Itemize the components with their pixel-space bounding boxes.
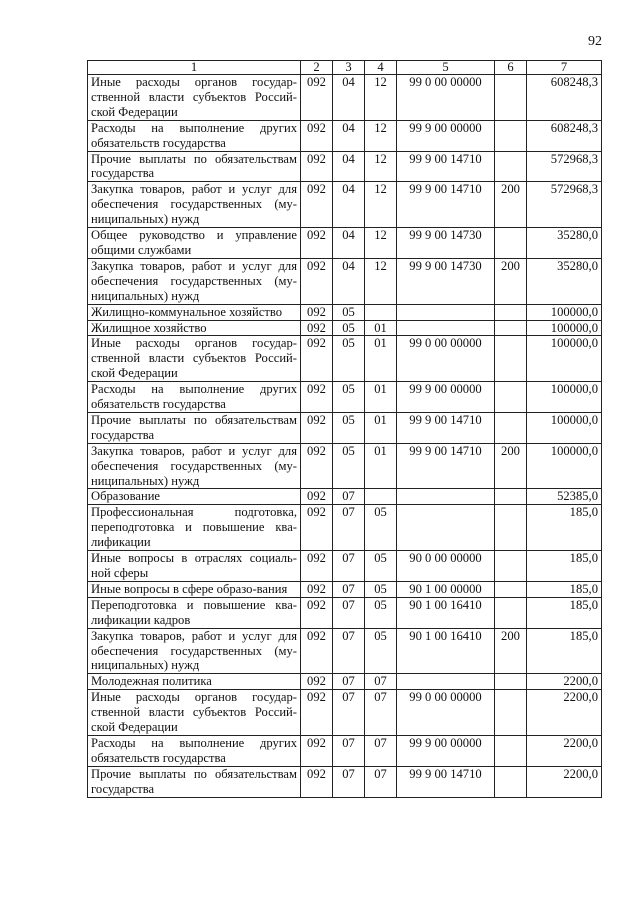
target-article-code-cell (397, 505, 495, 551)
ministry-code-cell: 092 (301, 766, 333, 797)
ministry-code-cell: 092 (301, 551, 333, 582)
ministry-code-cell: 092 (301, 443, 333, 489)
expense-type-code-cell (495, 382, 527, 413)
item-name-cell: Иные расходы органов государ-ственной власти субъектов Россий-ской Федерации (88, 75, 301, 121)
amount-cell: 100000,0 (527, 412, 602, 443)
expense-type-code-cell (495, 581, 527, 597)
table-row (88, 120, 602, 151)
amount-cell: 185,0 (527, 597, 602, 628)
column-header: 5 (397, 61, 495, 75)
subsection-code-cell: 05 (365, 597, 397, 628)
target-article-code-cell (397, 674, 495, 690)
subsection-code-cell: 07 (365, 690, 397, 736)
expense-type-code-cell: 200 (495, 258, 527, 304)
table-row (88, 75, 602, 121)
expense-type-code-cell (495, 228, 527, 259)
table-row (88, 581, 602, 597)
target-article-code-cell: 99 9 00 00000 (397, 382, 495, 413)
column-header: 2 (301, 61, 333, 75)
table-row (88, 674, 602, 690)
ministry-code-cell: 092 (301, 75, 333, 121)
amount-cell: 100000,0 (527, 320, 602, 336)
subsection-code-cell (365, 489, 397, 505)
section-code-cell: 04 (333, 228, 365, 259)
target-article-code-cell: 99 9 00 14730 (397, 228, 495, 259)
item-name-cell: Расходы на выполнение других обязательств государства (88, 382, 301, 413)
target-article-code-cell: 99 0 00 00000 (397, 336, 495, 382)
ministry-code-cell: 092 (301, 228, 333, 259)
section-code-cell: 05 (333, 320, 365, 336)
item-name-cell: Иные вопросы в сфере образо-вания (88, 581, 301, 597)
expense-type-code-cell (495, 120, 527, 151)
ministry-code-cell: 092 (301, 597, 333, 628)
subsection-code-cell: 12 (365, 75, 397, 121)
amount-cell: 2200,0 (527, 690, 602, 736)
amount-cell: 2200,0 (527, 674, 602, 690)
amount-cell: 52385,0 (527, 489, 602, 505)
ministry-code-cell: 092 (301, 489, 333, 505)
section-code-cell: 07 (333, 628, 365, 674)
subsection-code-cell: 01 (365, 412, 397, 443)
subsection-code-cell: 05 (365, 551, 397, 582)
amount-cell: 2200,0 (527, 735, 602, 766)
table-row (88, 258, 602, 304)
ministry-code-cell: 092 (301, 151, 333, 182)
amount-cell: 100000,0 (527, 443, 602, 489)
item-name-cell: Иные вопросы в отраслях социаль-ной сферы (88, 551, 301, 582)
table-row (88, 690, 602, 736)
column-header: 4 (365, 61, 397, 75)
table-row (88, 336, 602, 382)
subsection-code-cell: 12 (365, 182, 397, 228)
amount-cell: 608248,3 (527, 120, 602, 151)
expense-type-code-cell (495, 597, 527, 628)
table-row (88, 443, 602, 489)
expense-type-code-cell (495, 75, 527, 121)
section-code-cell: 05 (333, 304, 365, 320)
table-row (88, 766, 602, 797)
expense-type-code-cell (495, 412, 527, 443)
subsection-code-cell: 01 (365, 443, 397, 489)
table-row (88, 320, 602, 336)
subsection-code-cell: 12 (365, 228, 397, 259)
table-row (88, 489, 602, 505)
column-header: 3 (333, 61, 365, 75)
section-code-cell: 07 (333, 581, 365, 597)
amount-cell: 185,0 (527, 581, 602, 597)
section-code-cell: 04 (333, 258, 365, 304)
table-row (88, 551, 602, 582)
subsection-code-cell: 07 (365, 766, 397, 797)
target-article-code-cell: 90 1 00 00000 (397, 581, 495, 597)
item-name-cell: Закупка товаров, работ и услуг для обеспечения государственных (му-ниципальных) нужд (88, 258, 301, 304)
target-article-code-cell (397, 489, 495, 505)
subsection-code-cell: 12 (365, 258, 397, 304)
table-row (88, 151, 602, 182)
table-row (88, 628, 602, 674)
ministry-code-cell: 092 (301, 182, 333, 228)
section-code-cell: 05 (333, 412, 365, 443)
section-code-cell: 05 (333, 443, 365, 489)
item-name-cell: Прочие выплаты по обязательствам государства (88, 766, 301, 797)
ministry-code-cell: 092 (301, 412, 333, 443)
target-article-code-cell (397, 320, 495, 336)
expense-type-code-cell (495, 674, 527, 690)
item-name-cell: Прочие выплаты по обязательствам государства (88, 412, 301, 443)
subsection-code-cell: 05 (365, 505, 397, 551)
expense-type-code-cell (495, 735, 527, 766)
amount-cell: 2200,0 (527, 766, 602, 797)
expense-type-code-cell (495, 151, 527, 182)
table-row (88, 304, 602, 320)
target-article-code-cell: 99 9 00 14710 (397, 766, 495, 797)
expense-type-code-cell: 200 (495, 182, 527, 228)
ministry-code-cell: 092 (301, 505, 333, 551)
amount-cell: 100000,0 (527, 304, 602, 320)
section-code-cell: 07 (333, 690, 365, 736)
item-name-cell: Закупка товаров, работ и услуг для обеспечения государственных (му-ниципальных) нужд (88, 182, 301, 228)
item-name-cell: Образование (88, 489, 301, 505)
column-header: 6 (495, 61, 527, 75)
expense-type-code-cell (495, 320, 527, 336)
section-code-cell: 07 (333, 489, 365, 505)
subsection-code-cell: 01 (365, 320, 397, 336)
item-name-cell: Жилищное хозяйство (88, 320, 301, 336)
section-code-cell: 07 (333, 597, 365, 628)
target-article-code-cell: 90 1 00 16410 (397, 628, 495, 674)
ministry-code-cell: 092 (301, 735, 333, 766)
item-name-cell: Иные расходы органов государ-ственной власти субъектов Россий-ской Федерации (88, 690, 301, 736)
subsection-code-cell: 07 (365, 674, 397, 690)
section-code-cell: 07 (333, 735, 365, 766)
ministry-code-cell: 092 (301, 690, 333, 736)
amount-cell: 100000,0 (527, 382, 602, 413)
item-name-cell: Расходы на выполнение других обязательств государства (88, 735, 301, 766)
ministry-code-cell: 092 (301, 674, 333, 690)
section-code-cell: 05 (333, 382, 365, 413)
item-name-cell: Иные расходы органов государ-ственной власти субъектов Россий-ской Федерации (88, 336, 301, 382)
header-row (88, 61, 602, 75)
table-row (88, 735, 602, 766)
expense-type-code-cell (495, 304, 527, 320)
subsection-code-cell: 12 (365, 120, 397, 151)
column-header: 1 (88, 61, 301, 75)
amount-cell: 608248,3 (527, 75, 602, 121)
table-row (88, 505, 602, 551)
target-article-code-cell: 99 9 00 14710 (397, 151, 495, 182)
ministry-code-cell: 092 (301, 382, 333, 413)
expense-type-code-cell (495, 551, 527, 582)
expense-type-code-cell (495, 505, 527, 551)
budget-table (87, 60, 602, 798)
amount-cell: 185,0 (527, 628, 602, 674)
target-article-code-cell: 99 9 00 14730 (397, 258, 495, 304)
section-code-cell: 04 (333, 75, 365, 121)
ministry-code-cell: 092 (301, 120, 333, 151)
section-code-cell: 04 (333, 151, 365, 182)
ministry-code-cell: 092 (301, 581, 333, 597)
ministry-code-cell: 092 (301, 628, 333, 674)
item-name-cell: Прочие выплаты по обязательствам государства (88, 151, 301, 182)
ministry-code-cell: 092 (301, 258, 333, 304)
item-name-cell: Закупка товаров, работ и услуг для обеспечения государственных (му-ниципальных) нужд (88, 443, 301, 489)
target-article-code-cell: 99 9 00 00000 (397, 120, 495, 151)
expense-type-code-cell (495, 690, 527, 736)
target-article-code-cell: 99 0 00 00000 (397, 690, 495, 736)
amount-cell: 572968,3 (527, 182, 602, 228)
expense-type-code-cell (495, 766, 527, 797)
subsection-code-cell: 01 (365, 382, 397, 413)
subsection-code-cell: 05 (365, 581, 397, 597)
target-article-code-cell: 99 0 00 00000 (397, 75, 495, 121)
subsection-code-cell: 05 (365, 628, 397, 674)
expense-type-code-cell: 200 (495, 628, 527, 674)
item-name-cell: Молодежная политика (88, 674, 301, 690)
item-name-cell: Жилищно-коммунальное хозяйство (88, 304, 301, 320)
target-article-code-cell: 99 9 00 14710 (397, 412, 495, 443)
expense-type-code-cell: 200 (495, 443, 527, 489)
table-row (88, 228, 602, 259)
subsection-code-cell: 01 (365, 336, 397, 382)
subsection-code-cell: 07 (365, 735, 397, 766)
amount-cell: 572968,3 (527, 151, 602, 182)
target-article-code-cell: 99 9 00 14710 (397, 182, 495, 228)
target-article-code-cell: 99 9 00 00000 (397, 735, 495, 766)
target-article-code-cell: 99 9 00 14710 (397, 443, 495, 489)
amount-cell: 35280,0 (527, 258, 602, 304)
section-code-cell: 07 (333, 674, 365, 690)
target-article-code-cell: 90 0 00 00000 (397, 551, 495, 582)
section-code-cell: 04 (333, 120, 365, 151)
subsection-code-cell: 12 (365, 151, 397, 182)
expense-type-code-cell (495, 489, 527, 505)
amount-cell: 185,0 (527, 551, 602, 582)
page-number: 92 (588, 34, 602, 49)
target-article-code-cell (397, 304, 495, 320)
section-code-cell: 07 (333, 505, 365, 551)
section-code-cell: 07 (333, 551, 365, 582)
amount-cell: 100000,0 (527, 336, 602, 382)
target-article-code-cell: 90 1 00 16410 (397, 597, 495, 628)
ministry-code-cell: 092 (301, 304, 333, 320)
column-header: 7 (527, 61, 602, 75)
item-name-cell: Общее руководство и управление общими службами (88, 228, 301, 259)
table-row (88, 382, 602, 413)
table-row (88, 182, 602, 228)
item-name-cell: Переподготовка и повышение ква-лификации кадров (88, 597, 301, 628)
table-row (88, 597, 602, 628)
ministry-code-cell: 092 (301, 320, 333, 336)
expense-type-code-cell (495, 336, 527, 382)
amount-cell: 35280,0 (527, 228, 602, 259)
subsection-code-cell (365, 304, 397, 320)
item-name-cell: Закупка товаров, работ и услуг для обеспечения государственных (му-ниципальных) нужд (88, 628, 301, 674)
ministry-code-cell: 092 (301, 336, 333, 382)
section-code-cell: 07 (333, 766, 365, 797)
section-code-cell: 04 (333, 182, 365, 228)
table-row (88, 412, 602, 443)
item-name-cell: Расходы на выполнение других обязательств государства (88, 120, 301, 151)
item-name-cell: Профессиональная подготовка, переподготовка и повышение ква-лификации (88, 505, 301, 551)
amount-cell: 185,0 (527, 505, 602, 551)
section-code-cell: 05 (333, 336, 365, 382)
